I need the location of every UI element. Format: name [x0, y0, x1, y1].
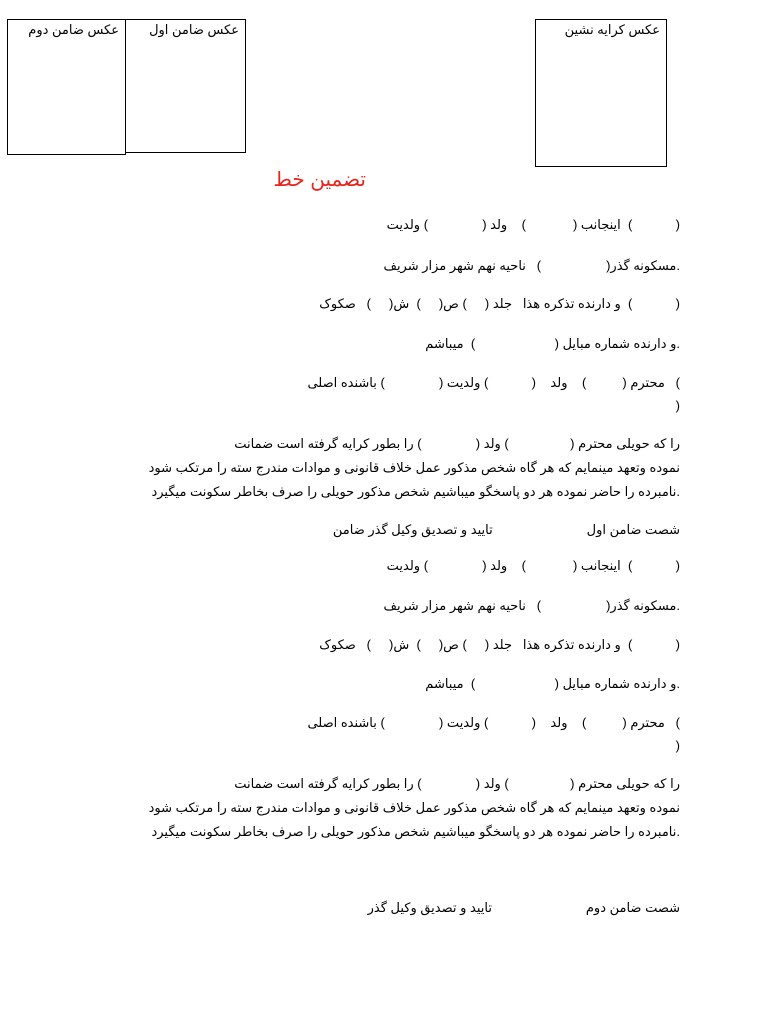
s1-line-residence: .مسکونه گذر( ) ناحیه نهم شهر مزار شریف	[383, 258, 680, 273]
tenant-photo-label: عکس کرایه نشین	[564, 22, 660, 37]
s1-line-resident: ) محترم ( ) ولد ( ) ولدیت ( ) باشنده اصلی	[307, 375, 680, 390]
s2-paragraph-line-1: را که حویلی محترم ( ) ولد ( ) را بطور کرایه گرفته است ضمانت	[234, 776, 680, 791]
s2-line-tazkira: ( ) و دارنده تذکره هذا جلد ( ) ص( ) ش( ) صکوک	[319, 637, 680, 652]
s2-line-resident-cont: )	[675, 738, 680, 753]
s2-paragraph-line-2: نموده وتعهد مینمایم که هر گاه شخص مذکور عمل خلاف قانونی و موادات مندرج سته را مرتکب شود	[148, 800, 680, 815]
s2-signature-line: شصت ضامن دوم تایید و تصدیق وکیل گذر	[367, 900, 680, 915]
guarantor1-photo-label: عکس ضامن اول	[149, 22, 239, 37]
s2-line-resident: ) محترم ( ) ولد ( ) ولدیت ( ) باشنده اصلی	[307, 715, 680, 730]
s1-signature-line: شصت ضامن اول تایید و تصدیق وکیل گذر ضامن	[332, 522, 680, 537]
s1-paragraph-line-3: .نامبرده را حاضر نموده هر دو پاسخگو میباشیم شخص مذکور حویلی را صرف بخاطر سکونت میگیرد	[151, 484, 680, 499]
tenant-photo-box	[535, 19, 667, 167]
guarantor2-photo-label: عکس ضامن دوم	[28, 22, 119, 37]
s1-line-mobile: .و دارنده شماره مبایل ( ) میباشم	[425, 336, 680, 351]
s1-line-tazkira: ( ) و دارنده تذکره هذا جلد ( ) ص( ) ش( ) صکوک	[319, 296, 680, 311]
s1-line-resident-cont: )	[675, 398, 680, 413]
s2-paragraph-line-3: .نامبرده را حاضر نموده هر دو پاسخگو میباشیم شخص مذکور حویلی را صرف بخاطر سکونت میگیرد	[151, 824, 680, 839]
s2-line-residence: .مسکونه گذر( ) ناحیه نهم شهر مزار شریف	[383, 598, 680, 613]
s1-paragraph-line-1: را که حویلی محترم ( ) ولد ( ) را بطور کرایه گرفته است ضمانت	[234, 436, 680, 451]
document-title: تضمین خط	[273, 169, 366, 191]
s2-line-identity: ( ) اینجانب ( ) ولد ( ) ولدیت	[386, 558, 680, 573]
guarantor1-photo-box	[125, 19, 246, 153]
s1-paragraph-line-2: نموده وتعهد مینمایم که هر گاه شخص مذکور عمل خلاف قانونی و موادات مندرج سته را مرتکب شود	[148, 460, 680, 475]
guarantor2-photo-box	[7, 19, 126, 155]
s2-line-mobile: .و دارنده شماره مبایل ( ) میباشم	[425, 676, 680, 691]
s1-line-identity: ( ) اینجانب ( ) ولد ( ) ولدیت	[386, 217, 680, 232]
